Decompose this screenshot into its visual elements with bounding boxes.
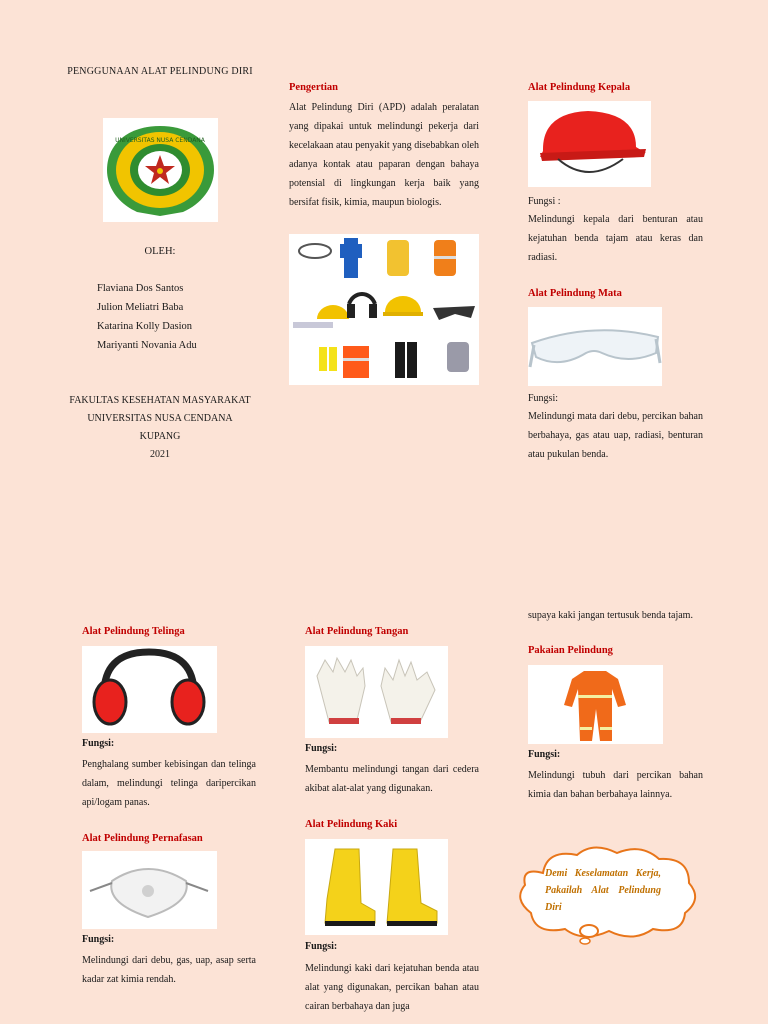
slogan-text: Demi Keselamatan Kerja, Pakailah Alat Pelindung Diri: [545, 868, 661, 913]
boots-image: [305, 839, 448, 935]
ear-muff-image: [82, 646, 217, 733]
foot-heading: Alat Pelindung Kaki: [305, 819, 398, 830]
author-list: [97, 279, 297, 355]
helmet-image: [528, 101, 651, 187]
author-name: Katarina Kolly Dasion: [97, 321, 193, 332]
clothes-heading: Pakaian Pelindung: [528, 645, 613, 656]
faculty-name: FAKULTAS KESEHATAN MASYARAKAT: [69, 395, 251, 406]
definition-text: Alat Pelindung Diri (APD) adalah peralatan yang dipakai untuk melindungi pekerja dari kecelakaan atau penyakit yang disebabkan oleh adanya kontak atau paparan dengan bahaya potensial di lingkungan kerja baik yang bersifat fisik, kimia, maupun biologis.: [289, 102, 479, 208]
ear-fungsi-text: Penghalang sumber kebisingan dan telinga dalam, melindungi telinga daripercikan api/logam panas.: [82, 759, 256, 808]
ppe-collage-image: [289, 234, 479, 385]
university-name: UNIVERSITAS NUSA CENDANA: [87, 413, 233, 424]
by-label: OLEH:: [144, 246, 176, 257]
ear-fungsi-label: Fungsi:: [82, 738, 115, 749]
definition-heading: Pengertian: [289, 82, 338, 93]
page-title: PENGGUNAAN ALAT PELINDUNG DIRI: [67, 66, 253, 77]
resp-heading: Alat Pelindung Pernafasan: [82, 833, 203, 844]
foot-fungsi-label: Fungsi:: [305, 941, 338, 952]
eye-fungsi-text: Melindungi mata dari debu, percikan bahan berbahaya, gas atau uap, radiasi, benturan atau pukulan benda.: [528, 411, 703, 460]
ear-heading: Alat Pelindung Telinga: [82, 626, 185, 637]
eye-heading: Alat Pelindung Mata: [528, 288, 622, 299]
hand-fungsi-label: Fungsi:: [305, 743, 338, 754]
clothes-fungsi-label: Fungsi:: [528, 749, 561, 760]
author-name: Julion Meliatri Baba: [97, 302, 184, 313]
gloves-image: [305, 646, 448, 738]
respirator-mask-image: [82, 851, 217, 929]
resp-fungsi-label: Fungsi:: [82, 934, 115, 945]
clothes-fungsi-text: Melindungi tubuh dari percikan bahan kimia dan bahan berbahaya lainnya.: [528, 770, 703, 800]
author-name: Flaviana Dos Santos: [97, 283, 184, 294]
head-heading: Alat Pelindung Kepala: [528, 82, 631, 93]
slogan-cloud: [513, 843, 703, 945]
foot-fungsi-text: Melindungi kaki dari kejatuhan benda atau alat yang digunakan, percikan bahan atau cairan berbahaya dan juga: [305, 963, 479, 1012]
coverall-image: [528, 665, 663, 744]
hand-fungsi-text: Membantu melindungi tangan dari cedera akibat alat-alat yang digunakan.: [305, 764, 479, 794]
resp-fungsi-text: Melindungi dari debu, gas, uap, asap serta kadar zat kimia rendah.: [82, 955, 256, 985]
hand-heading: Alat Pelindung Tangan: [305, 626, 409, 637]
institution-block: [40, 392, 280, 464]
foot-text-continued: supaya kaki jangan tertusuk benda tajam.: [528, 610, 693, 621]
author-name: Mariyanti Novania Adu: [97, 340, 197, 351]
head-fungsi-text: Melindungi kepala dari benturan atau kejatuhan benda tajam atau keras dan radiasi.: [528, 214, 703, 263]
head-fungsi-label: Fungsi :: [528, 196, 561, 207]
eye-fungsi-label: Fungsi:: [528, 393, 559, 404]
year: 2021: [150, 449, 170, 460]
safety-goggles-image: [528, 307, 662, 386]
logo-text: UNIVERSITAS NUSA CENDANA: [115, 137, 205, 144]
city-name: KUPANG: [139, 431, 181, 442]
university-logo: [103, 118, 218, 222]
